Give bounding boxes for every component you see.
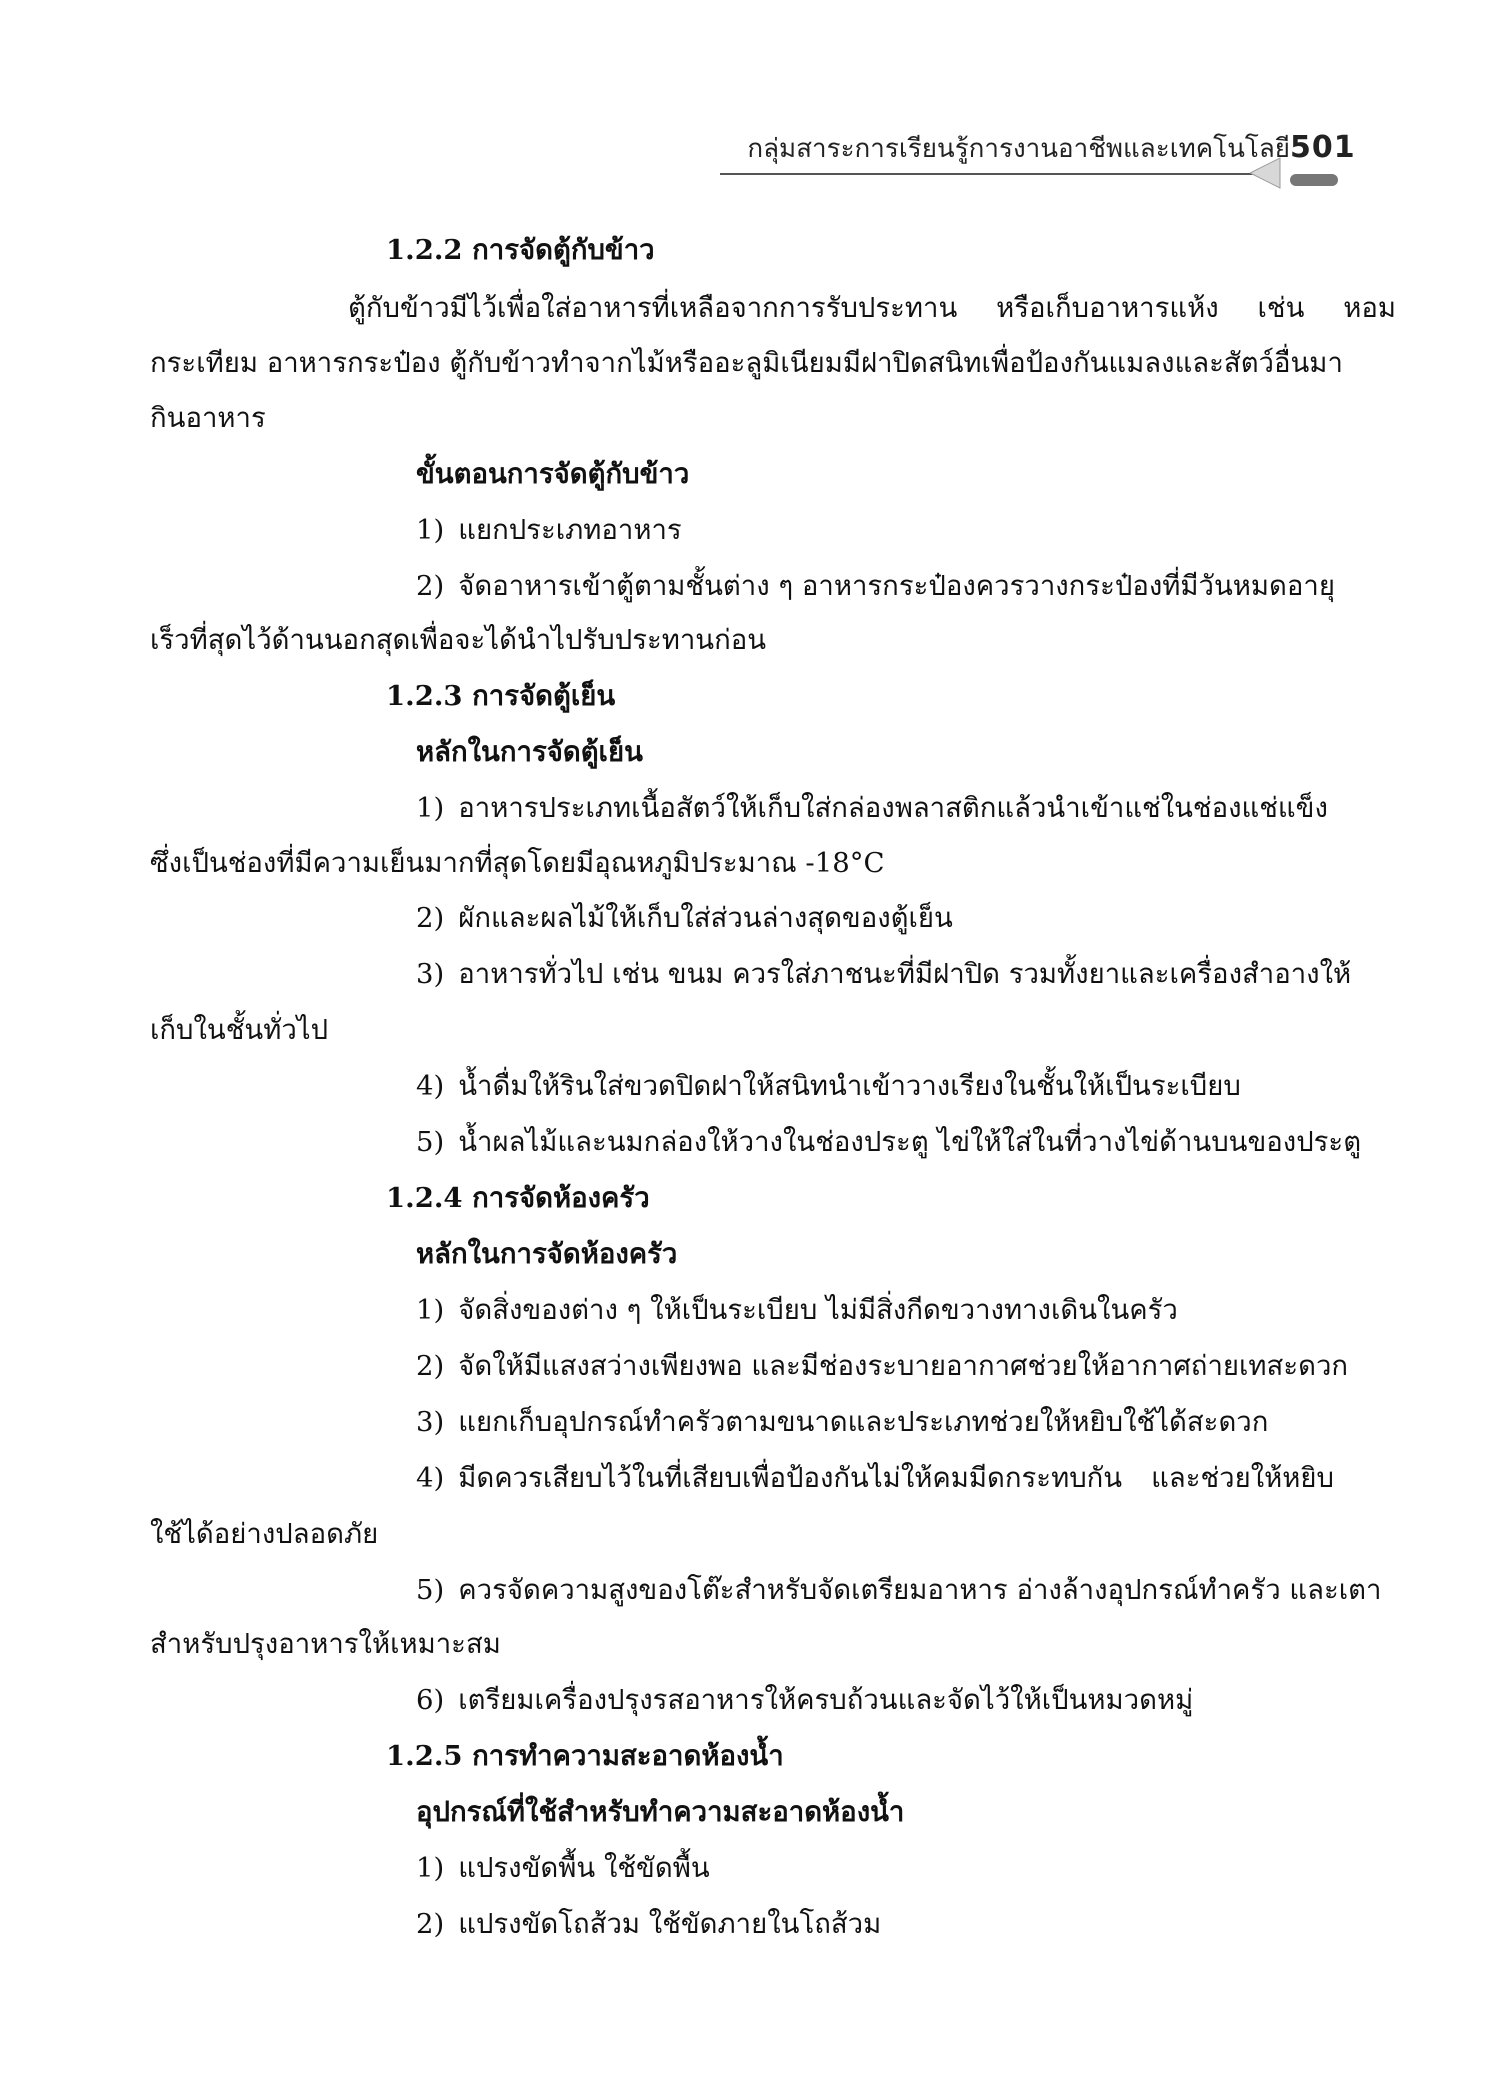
list-item xyxy=(416,1906,881,1942)
list-item-continuation: ซึ่งเป็นช่องที่มีความเย็นมากที่สุดโดยมีอุณหภูมิประมาณ -18°C xyxy=(150,847,885,879)
item-text: น้ำดื่มให้รินใส่ขวดปิดฝาให้สนิทนำเข้าวางเรียงในชั้นให้เป็นระเบียบ xyxy=(458,1070,1241,1102)
header-arrow-icon xyxy=(1250,156,1290,190)
item-number: 2) xyxy=(416,1908,445,1940)
item-number: 4) xyxy=(416,1070,445,1102)
header-title: กลุ่มสาระการเรียนรู้การงานอาชีพและเทคโนโลยี xyxy=(747,134,1290,164)
paragraph-line: กระเทียม อาหารกระป๋อง ตู้กับข้าวทำจากไม้หรืออะลูมิเนียมมีฝาปิดสนิทเพื่อป้องกันแมลงและสัตว์อื่นมา xyxy=(150,347,1343,379)
item-number: 5) xyxy=(416,1574,445,1606)
item-text: จัดสิ่งของต่าง ๆ ให้เป็นระเบียบ ไม่มีสิ่งกีดขวางทางเดินในครัว xyxy=(458,1294,1178,1326)
paragraph-line: ตู้กับข้าวมีไว้เพื่อใส่อาหารที่เหลือจากการรับประทาน หรือเก็บอาหารแห้ง เช่น หอม xyxy=(348,292,1396,324)
section-heading-1-2-4: 1.2.4 การจัดห้องครัว xyxy=(386,1182,650,1214)
subheading: หลักในการจัดห้องครัว xyxy=(416,1238,678,1270)
list-item xyxy=(416,900,953,936)
item-text: น้ำผลไม้และนมกล่องให้วางในช่องประตู ไข่ให้ใส่ในที่วางไข่ด้านบนของประตู xyxy=(458,1126,1362,1158)
item-number: 1) xyxy=(416,1852,445,1884)
subheading: อุปกรณ์ที่ใช้สำหรับทำความสะอาดห้องน้ำ xyxy=(416,1796,905,1828)
item-number: 6) xyxy=(416,1684,445,1716)
item-text: แปรงขัดพื้น ใช้ขัดพื้น xyxy=(458,1852,710,1884)
list-item-continuation: ใช้ได้อย่างปลอดภัย xyxy=(150,1518,379,1550)
item-number: 1) xyxy=(416,514,445,546)
item-text: แยกเก็บอุปกรณ์ทำครัวตามขนาดและประเภทช่วยให้หยิบใช้ได้สะดวก xyxy=(458,1406,1269,1438)
header-bar xyxy=(1290,174,1338,186)
page-number: 501 xyxy=(1290,130,1356,165)
item-text: อาหารทั่วไป เช่น ขนม ควรใส่ภาชนะที่มีฝาปิด รวมทั้งยาและเครื่องสำอางให้ xyxy=(458,958,1352,990)
list-item-continuation: สำหรับปรุงอาหารให้เหมาะสม xyxy=(150,1628,501,1660)
item-number: 2) xyxy=(416,570,445,602)
section-heading-1-2-2: 1.2.2 การจัดตู้กับข้าว xyxy=(386,234,655,266)
item-number: 3) xyxy=(416,1406,445,1438)
section-heading-1-2-5: 1.2.5 การทำความสะอาดห้องน้ำ xyxy=(386,1740,784,1772)
item-text: แยกประเภทอาหาร xyxy=(458,514,682,546)
item-text: แปรงขัดโถส้วม ใช้ขัดภายในโถส้วม xyxy=(458,1908,882,1940)
item-number: 3) xyxy=(416,958,445,990)
item-text: มีดควรเสียบไว้ในที่เสียบเพื่อป้องกันไม่ให้คมมีดกระทบกัน และช่วยให้หยิบ xyxy=(458,1462,1334,1494)
item-text: อาหารประเภทเนื้อสัตว์ให้เก็บใส่กล่องพลาสติกแล้วนำเข้าแช่ในช่องแช่แข็ง xyxy=(458,792,1328,824)
item-number: 2) xyxy=(416,1350,445,1382)
list-item-continuation: เร็วที่สุดไว้ด้านนอกสุดเพื่อจะได้นำไปรับประทานก่อน xyxy=(150,624,767,656)
list-item xyxy=(416,1068,1241,1104)
item-text: จัดอาหารเข้าตู้ตามชั้นต่าง ๆ อาหารกระป๋องควรวางกระป๋องที่มีวันหมดอายุ xyxy=(458,570,1335,602)
item-number: 2) xyxy=(416,902,445,934)
item-text: จัดให้มีแสงสว่างเพียงพอ และมีช่องระบายอากาศช่วยให้อากาศถ่ายเทสะดวก xyxy=(458,1350,1349,1382)
list-item xyxy=(416,956,1352,992)
list-item xyxy=(416,1572,1382,1608)
list-item xyxy=(416,568,1334,604)
subheading: ขั้นตอนการจัดตู้กับข้าว xyxy=(416,458,690,490)
item-number: 1) xyxy=(416,1294,445,1326)
item-number: 4) xyxy=(416,1462,445,1494)
item-text: เตรียมเครื่องปรุงรสอาหารให้ครบถ้วนและจัดไว้ให้เป็นหมวดหมู่ xyxy=(458,1684,1194,1716)
section-heading-1-2-3: 1.2.3 การจัดตู้เย็น xyxy=(386,680,616,712)
paragraph-line: กินอาหาร xyxy=(150,402,266,434)
item-text: ผักและผลไม้ให้เก็บใส่ส่วนล่างสุดของตู้เย็น xyxy=(458,902,953,934)
list-item xyxy=(416,1292,1178,1328)
list-item xyxy=(416,1682,1193,1718)
list-item-continuation: เก็บในชั้นทั่วไป xyxy=(150,1014,329,1046)
list-item xyxy=(416,1850,710,1886)
subheading: หลักในการจัดตู้เย็น xyxy=(416,736,643,768)
list-item xyxy=(416,1124,1361,1160)
header-rule xyxy=(720,173,1265,175)
list-item xyxy=(416,1404,1268,1440)
item-text: ควรจัดความสูงของโต๊ะสำหรับจัดเตรียมอาหาร อ่างล้างอุปกรณ์ทำครัว และเตา xyxy=(458,1574,1382,1606)
list-item xyxy=(416,512,682,548)
item-number: 1) xyxy=(416,792,445,824)
item-number: 5) xyxy=(416,1126,445,1158)
list-item xyxy=(416,1348,1348,1384)
list-item xyxy=(416,1460,1334,1496)
list-item xyxy=(416,790,1334,826)
